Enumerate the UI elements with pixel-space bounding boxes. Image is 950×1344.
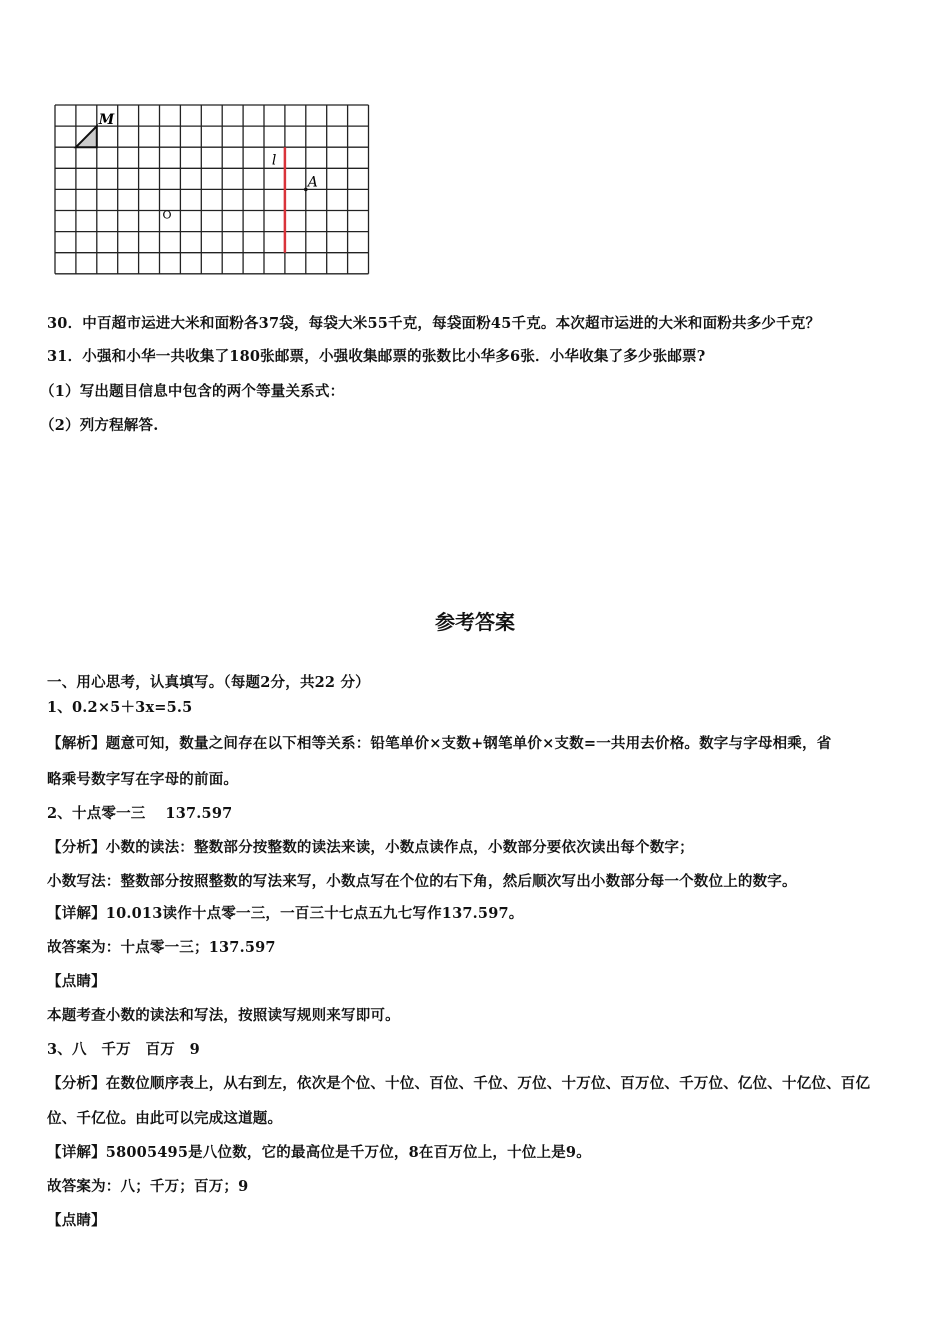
- answer-line: 3、八 千万 百万 9: [47, 1041, 200, 1058]
- answer-line: 一、用心思考，认真填写。（每题2分，共22 分）: [47, 674, 370, 691]
- answer-line: 本题考查小数的读法和写法，按照读写规则来写即可。: [47, 1007, 400, 1024]
- answer-line: 2、十点零一三 137.597: [47, 805, 233, 822]
- answer-line: 故答案为：十点零一三；137.597: [47, 939, 276, 956]
- question-31-part-1: （1）写出题目信息中包含的两个等量关系式：: [40, 383, 345, 400]
- answer-line: 【点睛】: [47, 1212, 106, 1229]
- grid-lines: [55, 105, 369, 274]
- answer-line: 略乘号数字写在字母的前面。: [47, 771, 239, 788]
- question-31-part-2: （2）列方程解答.: [40, 417, 159, 434]
- answers-title: 参考答案: [435, 610, 515, 634]
- label-o: O: [162, 208, 172, 222]
- answer-line: 故答案为：八；千万；百万；9: [47, 1178, 249, 1195]
- label-l: l: [271, 152, 277, 169]
- answer-line: 位、千亿位。由此可以完成这道题。: [47, 1110, 283, 1127]
- label-m: M: [98, 112, 115, 129]
- question-30: 30．中百超市运进大米和面粉各37袋，每袋大米55千克，每袋面粉45千克。本次超市运进的大米和面粉共多少千克？: [47, 315, 821, 332]
- question-31: 31．小强和小华一共收集了180张邮票，小强收集邮票的张数比小华多6张．小华收集了多少张邮票?: [47, 348, 706, 365]
- label-a: A: [307, 174, 318, 191]
- answer-line: 【分析】在数位顺序表上，从右到左，依次是个位、十位、百位、千位、万位、十万位、百万位、千万位、亿位、十亿位、百亿: [47, 1075, 871, 1092]
- answer-line: 【详解】58005495是八位数，它的最高位是千万位，8在百万位上，十位上是9。: [47, 1144, 591, 1161]
- answer-line: 1、0.2×5＋3x=5.5: [47, 699, 193, 716]
- answer-line: 【点睛】: [47, 973, 106, 990]
- answer-line: 【详解】10.013读作十点零一三，一百三十七点五九七写作137.597。: [47, 905, 524, 922]
- triangle-m: [76, 126, 97, 147]
- answer-line: 【分析】小数的读法：整数部分按整数的读法来读，小数点读作点，小数部分要依次读出每个数字；: [47, 839, 694, 856]
- grid-figure: [50, 100, 380, 285]
- answer-line: 【解析】题意可知，数量之间存在以下相等关系：铅笔单价×支数+钢笔单价×支数=一共用去价格。数字与字母相乘，省: [47, 735, 832, 752]
- answer-line: 小数写法：整数部分按照整数的写法来写，小数点写在个位的右下角，然后顺次写出小数部分每一个数位上的数字。: [47, 873, 797, 890]
